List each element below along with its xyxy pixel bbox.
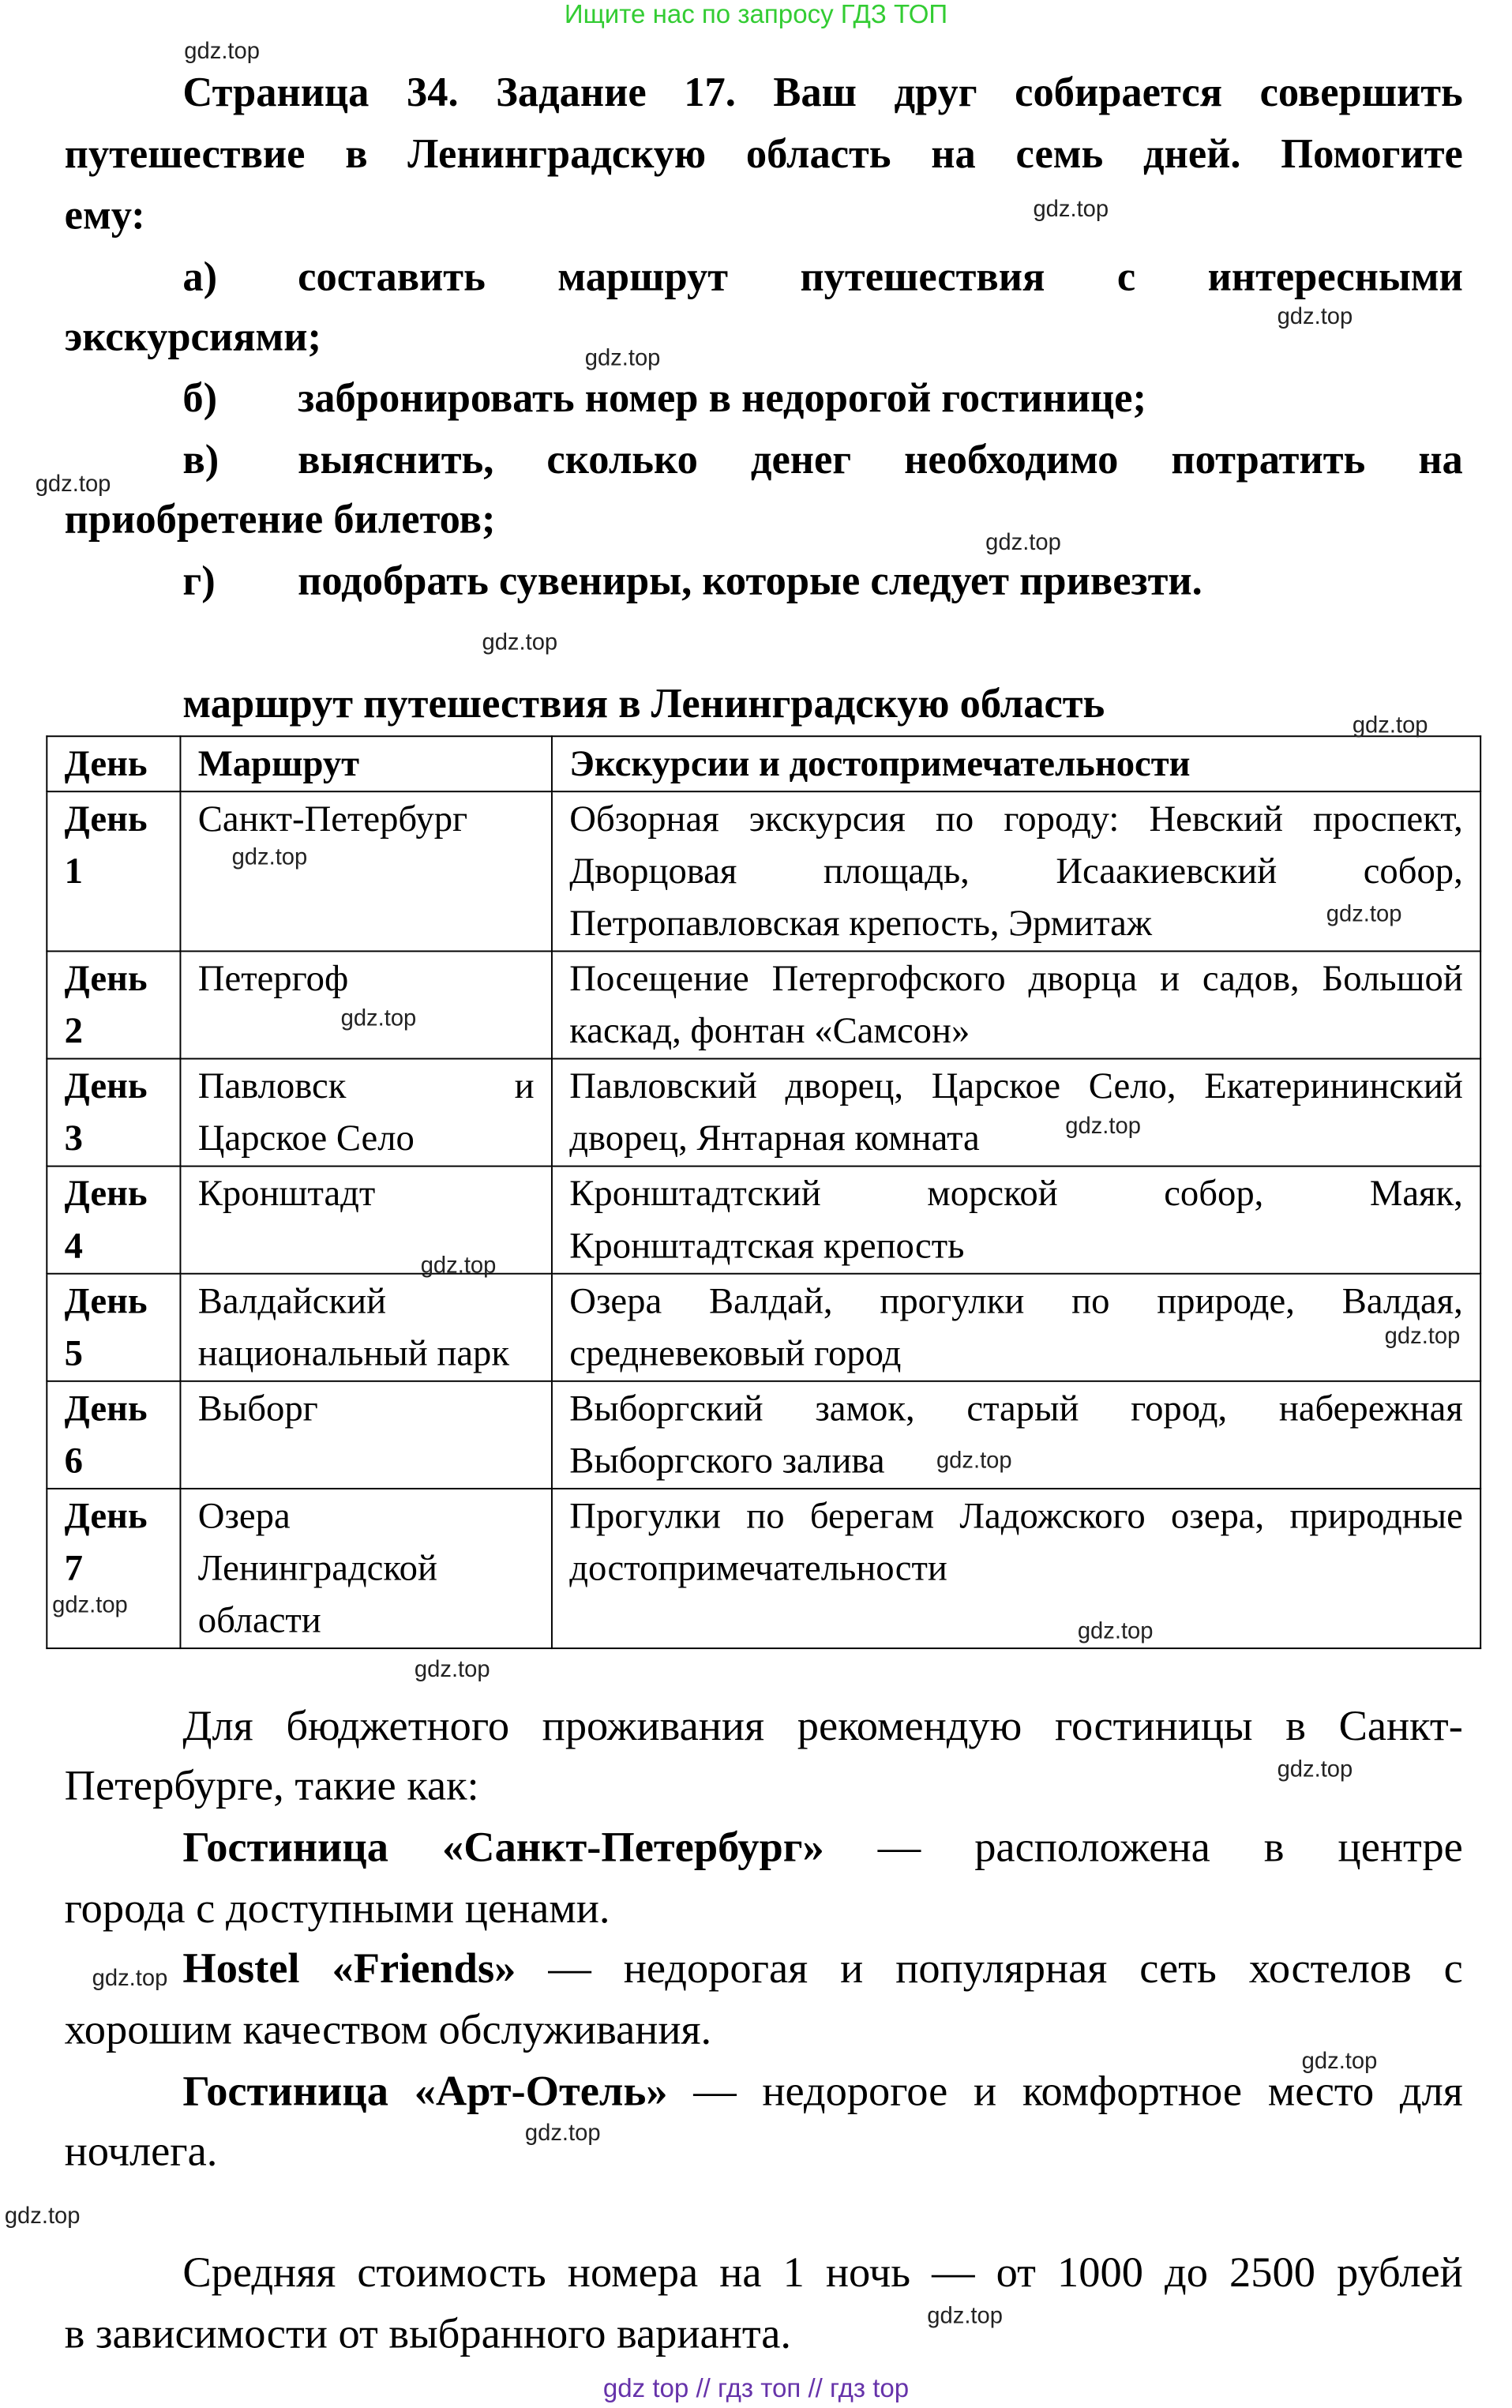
day-label: День [64,1067,148,1107]
excursion-line: Посещение Петергофского дворца и садов, Большой [569,960,1463,1000]
day-cell [47,951,180,1058]
hotel-desc: — расположена в центре [824,1824,1463,1872]
day-number: 5 [64,1334,83,1375]
hotel-entry [182,1945,1462,1994]
excursions-cell [552,1489,1480,1648]
watermark: gdz.top [1301,2048,1378,2075]
table-row [47,1059,1480,1166]
hotels-intro: Петербурге, такие как: [64,1762,479,1811]
table-row [47,1381,1480,1489]
day-cell [47,791,180,951]
day-cell [47,1381,180,1489]
day-number: 4 [64,1227,83,1267]
excursions-cell [552,1166,1480,1274]
hotel-entry [182,2068,1462,2117]
hotel-desc: ночлега. [64,2128,218,2176]
route-line: Царское Село [197,1119,415,1159]
watermark: gdz.top [420,1253,497,1279]
day-cell [47,1489,180,1648]
day-number: 7 [64,1549,83,1590]
excursions-cell [552,1059,1480,1166]
excursion-line: достопримечательности [569,1549,947,1590]
item-text: экскурсиями; [64,313,321,359]
excursion-line: каскад, фонтан «Самсон» [569,1012,970,1052]
watermark: gdz.top [1077,1618,1154,1645]
item-text: составить маршрут путешествия с интересными [298,253,1463,300]
item-text: забронировать номер в недорогой гостинице; [298,374,1146,421]
table-header-row [47,736,1480,791]
watermark: gdz.top [1065,1113,1141,1140]
day-cell [47,1274,180,1381]
day-number: 2 [64,1012,83,1052]
route-cell [180,1059,551,1166]
day-label: День [64,799,148,840]
watermark: gdz.top [936,1448,1012,1474]
item-text: выяснить, сколько денег необходимо потратить на [298,436,1463,483]
excursion-line: Озера Валдай, прогулки по природе, Валдая, [569,1282,1463,1322]
header-route [180,736,551,791]
header-day [47,736,180,791]
excursions-cell [552,951,1480,1058]
watermark: gdz.top [482,629,558,656]
header-label: Маршрут [197,744,360,785]
task-heading: Страница 34. Задание 17. Ваш друг собирается совершить [182,69,1463,115]
table-row [47,951,1480,1058]
excursion-line: Дворцовая площадь, Исаакиевский собор, [569,852,1463,892]
table-row [47,1166,1480,1274]
excursion-line: Кронштадтский морской собор, Маяк, [569,1174,1463,1215]
item-marker: а) [182,253,218,300]
day-number: 6 [64,1441,83,1482]
excursion-line: дворец, Янтарная комната [569,1119,980,1159]
route-line: национальный парк [197,1334,510,1375]
hotel-entry [182,1824,1462,1873]
excursions-cell [552,1381,1480,1489]
day-label: День [64,1282,148,1322]
price-text: в зависимости от выбранного варианта. [64,2311,792,2359]
watermark: gdz.top [985,529,1061,556]
day-label: День [64,1497,148,1538]
item-marker: в) [182,436,219,483]
task-text: ему: [64,192,145,239]
day-label: День [64,1389,148,1430]
watermark: gdz.top [1277,303,1353,331]
watermark: gdz.top [184,38,260,65]
watermark: gdz.top [92,1965,168,1992]
hotel-desc: — недорогое и комфортное место для [667,2068,1463,2117]
excursion-line: Выборгского залива [569,1441,885,1482]
excursion-line: Обзорная экскурсия по городу: Невский проспект, [569,799,1463,840]
excursion-line: Выборгский замок, старый город, набережная [569,1389,1463,1430]
route-line: Озера [197,1497,291,1538]
watermark: gdz.top [1384,1323,1461,1350]
watermark: gdz.top [1033,196,1109,223]
route-cell [180,1489,551,1648]
route-line: Валдайский [197,1282,387,1322]
route-line: Санкт-Петербург [197,799,468,840]
item-text: подобрать сувениры, которые следует привезти. [298,557,1202,604]
excursion-line: средневековый город [569,1334,902,1375]
day-cell [47,1166,180,1274]
hotel-desc: хорошим качеством обслуживания. [64,2007,712,2055]
route-line: Ленинградской [197,1549,438,1590]
hotel-name: Гостиница «Арт-Отель» [182,2068,668,2117]
hotel-name: Hostel «Friends» [182,1945,516,1993]
watermark: gdz.top [231,844,308,871]
route-line: Петергоф [197,960,349,1000]
excursion-line: Павловский дворец, Царское Село, Екатерининский [569,1067,1463,1107]
day-number: 1 [64,852,83,892]
watermark: gdz.top [52,1592,128,1619]
watermark: gdz.top [1352,712,1428,739]
watermark: gdz.top [1326,901,1402,928]
route-line: Павловск и [197,1067,535,1107]
search-banner[interactable]: Ищите нас по запросу ГДЗ ТОП [564,0,948,29]
watermark: gdz.top [4,2203,81,2230]
header-label: Экскурсии и достопримечательности [569,744,1191,785]
watermark: gdz.top [927,2303,1003,2330]
table-title: маршрут путешествия в Ленинградскую область [182,680,1105,727]
watermark: gdz.top [584,345,661,372]
watermark: gdz.top [35,471,111,498]
table-row [47,1274,1480,1381]
watermark: gdz.top [340,1005,417,1032]
item-marker: б) [182,374,218,421]
excursion-line: Кронштадтская крепость [569,1227,965,1267]
route-line: области [197,1601,321,1642]
route-line: Кронштадт [197,1174,376,1215]
day-label: День [64,960,148,1000]
header-label: День [64,744,148,785]
item-text: приобретение билетов; [64,495,496,543]
route-table [46,735,1481,1649]
watermark: gdz.top [1277,1756,1353,1783]
day-number: 3 [64,1119,83,1159]
route-line: Выборг [197,1389,318,1430]
hotel-desc: города с доступными ценами. [64,1885,610,1933]
excursion-line: Петропавловская крепость, Эрмитаж [569,904,1153,945]
hotel-name: Гостиница «Санкт-Петербург» [182,1824,824,1872]
footer-link[interactable]: gdz top // гдз топ // гдз top [602,2373,910,2403]
hotels-intro: Для бюджетного проживания рекомендую гостиницы в Санкт- [182,1703,1463,1751]
watermark: gdz.top [524,2120,601,2147]
task-text: путешествие в Ленинградскую область на семь дней. Помогите [64,130,1463,177]
excursion-line: Прогулки по берегам Ладожского озера, природные [569,1497,1463,1538]
hotel-desc: — недорогая и популярная сеть хостелов с [516,1945,1463,1993]
excursions-cell [552,1274,1480,1381]
watermark: gdz.top [414,1656,490,1683]
day-label: День [64,1174,148,1215]
item-marker: г) [182,557,216,604]
day-cell [47,1059,180,1166]
price-text: Средняя стоимость номера на 1 ночь — от 1000 до 2500 рублей [182,2249,1463,2297]
route-cell [180,1381,551,1489]
route-cell [180,1274,551,1381]
table-row [47,1489,1480,1648]
header-excursions [552,736,1480,791]
